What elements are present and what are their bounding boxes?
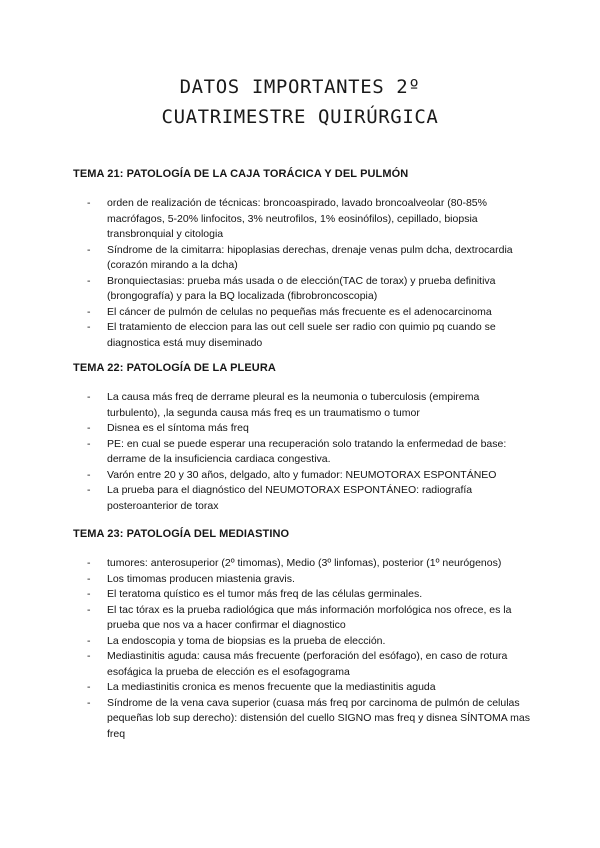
list-item (85, 483, 535, 514)
bullet-dash-icon: - (87, 305, 91, 318)
list-item-text: Varón entre 20 y 30 años, delgado, alto y fumador: NEUMOTORAX ESPONTÁNEO (107, 468, 497, 481)
list-item (85, 320, 535, 351)
list-item (85, 649, 535, 680)
bullet-dash-icon: - (87, 422, 91, 434)
list-item-text: Mediastinitis aguda: causa más frecuente (perforación del esófago), en caso de rotura esofágica la prueba de elección es el esofagograma (107, 650, 508, 678)
bullet-dash-icon: - (87, 650, 91, 662)
bullet-dash-icon: - (87, 557, 91, 569)
bullet-dash-icon: - (87, 468, 91, 481)
list-item-text: El teratoma quístico es el tumor más freq de las células germinales. (107, 588, 423, 600)
list-item (85, 572, 535, 588)
list-item-text: La endoscopia y toma de biopsias es la prueba de elección. (107, 634, 386, 647)
list-item-text: orden de realización de técnicas: broncoaspirado, lavado broncoalveolar (80-85% macrófagos, 5-20% linfocitos, 3% neutrofilos, 1% eosinófilos), cepillado, biopsia transbronquial y citologia (107, 197, 487, 240)
list-item (85, 421, 535, 437)
list-item-text: El tac tórax es la prueba radiológica que más información morfológica nos ofrece, es la prueba que nos va a hacer confirmar el diagnostico (107, 603, 512, 631)
list-item-text: Bronquiectasias: prueba más usada o de elección(TAC de torax) y prueba definitiva (brongografía) y para la BQ localizada (fibrobroncoscopia) (107, 274, 496, 302)
list-item-text: La causa más freq de derrame pleural es la neumonia o tuberculosis (empirema turbulento), ,la segunda causa más freq es un traumatismo o tumor (107, 391, 480, 419)
bullet-dash-icon: - (87, 634, 91, 647)
list-item (85, 274, 535, 305)
bullet-dash-icon: - (87, 603, 91, 616)
list-item-text: tumores: anterosuperior (2º timomas), Medio (3º linfomas), posterior (1º neurógenos) (107, 557, 502, 569)
bullet-dash-icon: - (87, 197, 91, 209)
section-list-tema-22 (85, 390, 535, 514)
bullet-dash-icon: - (87, 681, 91, 693)
section-list-tema-21 (85, 196, 535, 351)
bullet-dash-icon: - (87, 391, 91, 403)
list-item (85, 634, 535, 650)
list-item (85, 680, 535, 696)
list-item-text: Los timomas producen miastenia gravis. (107, 572, 295, 585)
list-item (85, 196, 535, 243)
list-item-text: El cáncer de pulmón de celulas no pequeñas más frecuente es el adenocarcinoma (107, 305, 492, 318)
bullet-dash-icon: - (87, 484, 91, 496)
list-item-text: Síndrome de la vena cava superior (cuasa más freq por carcinoma de pulmón de celulas pequeñas lob sup derecho): distensión del cuello SIGNO mas freq y disnea SÍNTOMA mas freq (107, 696, 530, 740)
list-item-text: El tratamiento de eleccion para las out cell suele ser radio con quimio pq cuando se diagnostica está muy diseminado (107, 321, 496, 349)
list-item-text: Síndrome de la cimitarra: hipoplasias derechas, drenaje venas pulm dcha, dextrocardia (corazón mirando a la dcha) (107, 243, 513, 271)
bullet-dash-icon: - (87, 274, 91, 287)
list-item (85, 437, 535, 468)
section-list-tema-23 (85, 556, 535, 742)
bullet-dash-icon: - (87, 437, 91, 450)
list-item (85, 305, 535, 321)
document-title (0, 72, 600, 132)
bullet-dash-icon: - (87, 321, 91, 333)
list-item (85, 243, 535, 274)
list-item-text: PE: en cual se puede esperar una recuperación solo tratando la enfermedad de base: derrame de la insuficiencia cardiaca congestiva. (107, 437, 507, 465)
bullet-dash-icon: - (87, 696, 91, 709)
list-item (85, 390, 535, 421)
list-item (85, 587, 535, 603)
list-item (85, 468, 535, 484)
bullet-dash-icon: - (87, 588, 91, 600)
list-item (85, 603, 535, 634)
document-title-line-2: CUATRIMESTRE QUIRÚRGICA (161, 106, 439, 128)
list-item (85, 696, 535, 743)
bullet-dash-icon: - (87, 243, 91, 256)
list-item (85, 556, 535, 572)
section-heading-tema-21: TEMA 21: PATOLOGÍA DE LA CAJA TORÁCICA Y DEL PULMÓN (73, 168, 409, 180)
section-heading-tema-22: TEMA 22: PATOLOGÍA DE LA PLEURA (73, 362, 276, 374)
list-item-text: La mediastinitis cronica es menos frecuente que la mediastinitis aguda (107, 681, 436, 693)
list-item-text: La prueba para el diagnóstico del NEUMOTORAX ESPONTÁNEO: radiografía posteroanterior de torax (107, 484, 473, 512)
list-item-text: Disnea es el síntoma más freq (107, 422, 249, 434)
section-heading-tema-23: TEMA 23: PATOLOGÍA DEL MEDIASTINO (73, 528, 290, 540)
document-title-line-1: DATOS IMPORTANTES 2º (179, 76, 421, 98)
bullet-dash-icon: - (87, 572, 91, 585)
